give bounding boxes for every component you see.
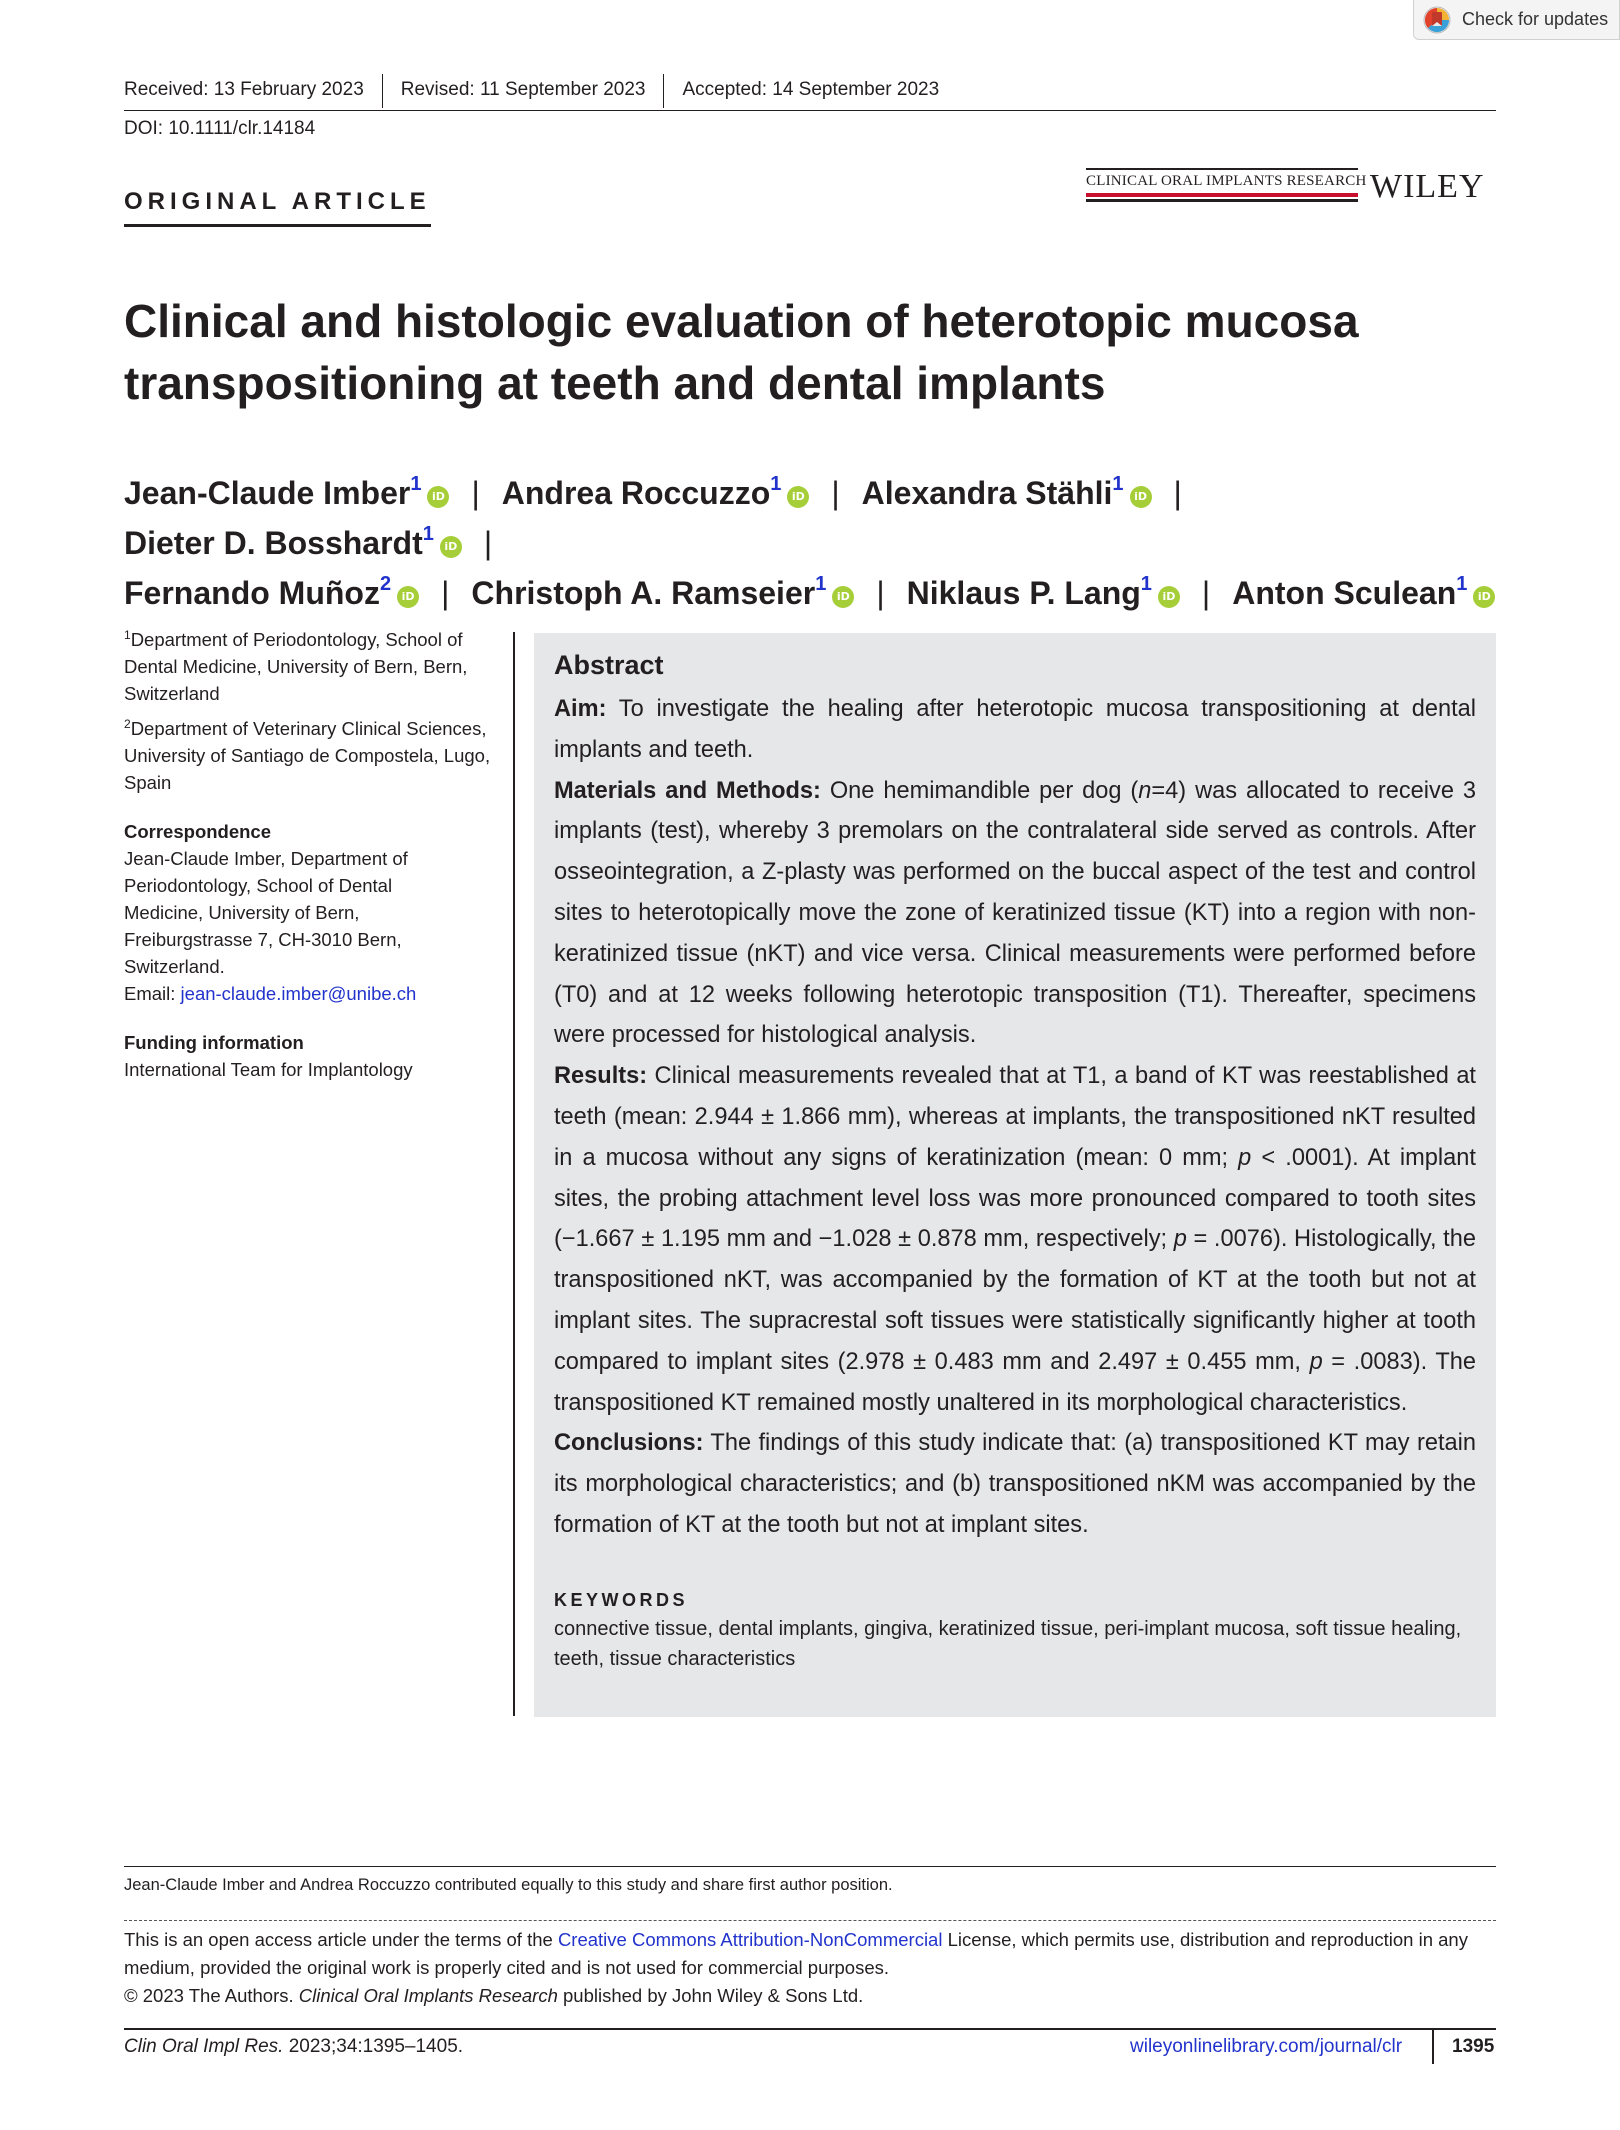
citation [124,2036,463,2058]
email-label: Email: [124,983,181,1004]
keywords-text: connective tissue, dental implants, gingiva, keratinized tissue, peri-implant mucosa, soft tissue healing, teeth, tissue characteristics [554,1617,1462,1670]
correspondence-heading: Correspondence [124,821,272,842]
check-for-updates-button[interactable] [1413,0,1620,40]
publisher-logo: WILEY [1370,168,1485,205]
doi: DOI: 10.1111/clr.14184 [124,118,316,139]
bottom-rule [124,2028,1496,2030]
revised-date: Revised: 11 September 2023 [400,79,646,100]
orcid-icon[interactable]: iD [397,586,419,608]
abstract-methods-text: =4) was allocated to receive 3 implants (test), whereby 3 premolars on the contralateral side served as controls. After osseointegration, a Z-plasty was performed on the buccal aspect of the test and control sites to heterotopically move the zone of keratinized tissue (KT) into a region with non-keratinized tissue (nKT) and vice versa. Clinical measurements were performed before (T0) and at 12 weeks following heterotopic transposition (T1). Thereafter, specimens were processed for histological analysis. [554,777,1476,1049]
license-text: License, which permits use, distribution and reproduction in any medium, provided the original work is properly cited and is not used for commercial purposes. [124,1929,1468,1978]
author-affiliation-mark: 1 [1456,573,1468,595]
correspondence-line: Periodontology, School of Dental [124,875,393,896]
contribution-footnote: Jean-Claude Imber and Andrea Roccuzzo contributed equally to this study and share first author position. [124,1876,893,1894]
received-date: Received: 13 February 2023 [124,79,364,100]
author-name: Fernando Muñoz [124,575,380,611]
abstract-results-text: < .0001). At implant sites, the probing attachment level loss was more pronounced compared to tooth sites (−1.667 ± 1.195 mm and −1.028 ± 0.878 mm, respectively; [554,1144,1476,1253]
author [471,575,854,611]
author-affiliation-mark: 1 [410,473,422,495]
license-rule [124,1920,1496,1921]
orcid-icon[interactable]: iD [1130,486,1152,508]
abstract-aim [554,689,1476,771]
abstract-conclusions-text: The findings of this study indicate that: (a) transpositioned KT may retain its morphological characteristics; and (b) transpositioned nKM was accompanied by the formation of KT at the tooth but not at implant sites. [554,1430,1476,1538]
abstract-heading: Abstract [554,650,664,680]
citation-details: 2023;34:1395–1405. [283,2036,464,2057]
abstract-p-value: p [1173,1226,1187,1253]
correspondence-line: Medicine, University of Bern, [124,902,360,923]
author [1232,575,1495,611]
affiliation [124,626,496,707]
orcid-icon[interactable]: iD [787,486,809,508]
author-separator: | [1173,475,1182,511]
abstract-methods-label: Materials and Methods: [554,777,821,804]
author [862,475,1152,511]
journal-name: CLINICAL ORAL IMPLANTS RESEARCH [1086,168,1358,190]
copyright-text: published by John Wiley & Sons Ltd. [557,1985,864,2006]
author-affiliation-mark: 1 [815,573,827,595]
abstract-methods-n: n [1138,777,1152,804]
author-separator: | [876,575,885,611]
affiliation [124,715,496,796]
page-separator [1432,2028,1434,2064]
article-title: Clinical and histologic evaluation of heterotopic mucosa transpositioning at teeth and dental implants [124,295,1359,409]
date-separator [382,74,383,108]
author [124,575,419,611]
author-line-2 [124,568,1514,618]
author-name: Dieter D. Bosshardt [124,525,423,561]
journal-site-link[interactable]: wileyonlinelibrary.com/journal/clr [1130,2036,1403,2057]
copyright-text: © 2023 The Authors. [124,1985,299,2006]
abstract-results [554,1056,1476,1423]
author-name: Anton Sculean [1232,575,1457,611]
author-separator: | [483,525,493,561]
affiliation-number: 1 [124,628,131,642]
footnote-rule [124,1866,1496,1867]
email-link[interactable]: jean-claude.imber@unibe.ch [180,983,417,1004]
abstract-box [534,633,1496,1717]
license-notice [124,1926,1504,2010]
correspondence-line: Freiburgstrasse 7, CH-3010 Bern, [124,929,402,950]
author-separator: | [1201,575,1211,611]
orcid-icon[interactable]: iD [440,536,462,558]
author-name: Christoph A. Ramseier [471,575,816,611]
abstract-methods-text: One hemimandible per dog ( [829,777,1139,804]
date-separator [663,74,664,108]
orcid-icon[interactable]: iD [1158,586,1180,608]
correspondence-line: Switzerland. [124,956,225,977]
article-type: ORIGINAL ARTICLE [124,188,431,227]
correspondence-email-line [124,980,496,1007]
affiliation-number: 2 [124,717,131,731]
author [124,475,449,511]
correspondence-line: Jean-Claude Imber, Department of [124,848,408,869]
citation-journal: Clin Oral Impl Res. [124,2036,284,2057]
affiliation-text: Department of Periodontology, School of Dental Medicine, University of Bern, Bern, Switzerland [124,629,468,704]
abstract-p-value: p [1238,1144,1252,1171]
abstract-aim-text: To investigate the healing after heterotopic mucosa transpositioning at dental implants and teeth. [554,696,1476,763]
author-separator: | [441,575,450,611]
orcid-icon[interactable]: iD [1473,586,1495,608]
abstract-results-text: = .0076). Histologically, the transpositioned nKT, was accompanied by the formation of KT at the tooth but not at implant sites. The supracrestal soft tissues were statistically significantly higher at tooth compared to implant sites (2.978 ± 0.483 mm and 2.497 ± 0.455 mm, [554,1226,1476,1375]
license-text: This is an open access article under the terms of the [124,1929,558,1950]
orcid-icon[interactable]: iD [832,586,854,608]
author-affiliation-mark: 1 [770,473,782,495]
journal-logo-dark-bar [1086,199,1358,202]
abstract-conclusions [554,1423,1476,1545]
author-line-1 [124,468,1514,568]
copyright-journal: Clinical Oral Implants Research [298,1985,558,2006]
side-column [124,626,496,1083]
author-separator: | [471,475,480,511]
abstract-conclusions-label: Conclusions: [554,1430,704,1457]
affiliation-text: Department of Veterinary Clinical Sciences, University of Santiago de Compostela, Lugo, Spain [124,718,491,793]
author-name: Jean-Claude Imber [124,475,411,511]
abstract-results-label: Results: [554,1063,648,1090]
publication-dates [124,74,1496,111]
author-name: Andrea Roccuzzo [501,475,771,511]
journal-logo [1086,168,1367,204]
abstract-p-value: p [1309,1348,1323,1375]
abstract-methods [554,771,1476,1057]
author [124,525,462,561]
funding-text: International Team for Implantology [124,1059,413,1080]
accepted-date: Accepted: 14 September 2023 [682,79,940,100]
author-name: Alexandra Stähli [861,475,1113,511]
page-number: 1395 [1452,2036,1495,2057]
author-affiliation-mark: 1 [1112,473,1124,495]
author-separator: | [831,475,840,511]
journal-logo-red-bar [1086,193,1358,197]
author [502,475,810,511]
author-list [124,468,1514,618]
check-updates-label: Check for updates [1462,9,1609,29]
author-affiliation-mark: 2 [379,573,392,595]
orcid-icon[interactable]: iD [427,486,449,508]
column-divider [513,632,515,1716]
abstract-results-text: = .0083). The transpositioned KT remained mostly unaltered in its morphological characteristics. [554,1348,1476,1416]
license-link[interactable]: Creative Commons Attribution-NonCommercial [557,1929,943,1950]
abstract-aim-label: Aim: [554,696,607,722]
author-affiliation-mark: 1 [1140,573,1152,595]
author-name: Niklaus P. Lang [906,575,1141,611]
keywords-heading: KEYWORDS [554,1589,689,1610]
author-affiliation-mark: 1 [422,523,434,545]
abstract-results-text: Clinical measurements revealed that at T1, a band of KT was reestablished at teeth (mean: 2.944 ± 1.866 mm), whereas at implants, the transpositioned nKT resulted in a mucosa without any signs of keratinization (mean: 0 mm; [554,1063,1476,1171]
author [907,575,1180,611]
funding-heading: Funding information [124,1032,304,1053]
check-updates-icon [1422,5,1452,35]
